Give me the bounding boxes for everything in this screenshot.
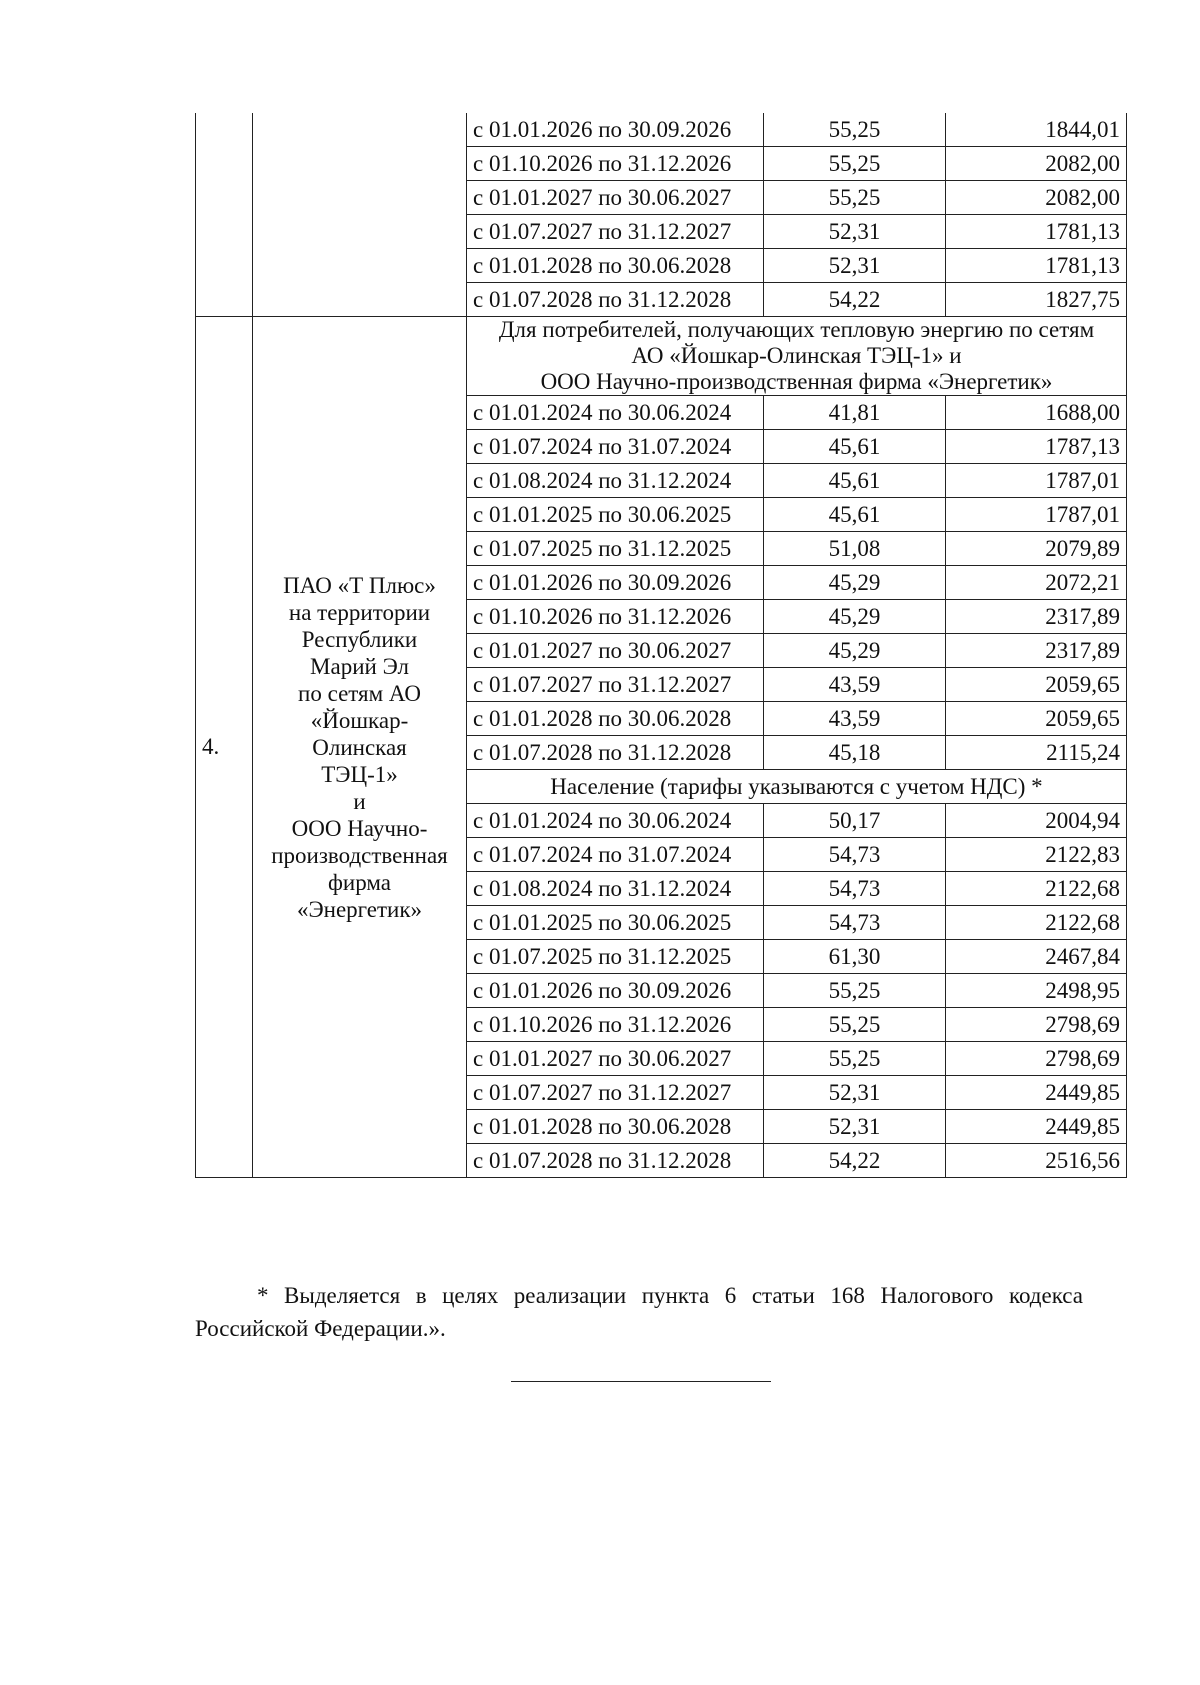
value-cell: 2122,68 xyxy=(946,906,1127,940)
value-cell: 1844,01 xyxy=(946,113,1127,147)
value-cell: 55,25 xyxy=(764,974,946,1008)
period-cell: с 01.01.2026 по 30.09.2026 xyxy=(467,113,764,147)
period-cell: с 01.07.2027 по 31.12.2027 xyxy=(467,215,764,249)
value-cell: 55,25 xyxy=(764,181,946,215)
value-cell: 54,22 xyxy=(764,1144,946,1178)
value-cell: 2082,00 xyxy=(946,181,1127,215)
group-header-row xyxy=(196,317,1127,396)
group-header xyxy=(467,317,1127,396)
organization-line: и xyxy=(353,788,366,814)
value-cell: 1787,01 xyxy=(946,498,1127,532)
value-cell: 2059,65 xyxy=(946,668,1127,702)
organization-line: на территории xyxy=(288,599,431,625)
value-cell: 52,31 xyxy=(764,215,946,249)
period-cell: с 01.07.2027 по 31.12.2027 xyxy=(467,668,764,702)
value-cell: 2467,84 xyxy=(946,940,1127,974)
value-cell: 45,61 xyxy=(764,430,946,464)
value-cell: 45,61 xyxy=(764,498,946,532)
value-cell: 45,61 xyxy=(764,464,946,498)
period-cell: с 01.07.2028 по 31.12.2028 xyxy=(467,736,764,770)
value-cell: 1781,13 xyxy=(946,215,1127,249)
value-cell: 54,73 xyxy=(764,872,946,906)
period-cell: с 01.01.2027 по 30.06.2027 xyxy=(467,181,764,215)
value-cell: 2317,89 xyxy=(946,600,1127,634)
value-cell: 2059,65 xyxy=(946,702,1127,736)
period-cell: с 01.07.2025 по 31.12.2025 xyxy=(467,532,764,566)
value-cell: 2498,95 xyxy=(946,974,1127,1008)
organization-line: ООО Научно- xyxy=(291,815,428,841)
value-cell: 54,22 xyxy=(764,283,946,317)
period-cell: с 01.01.2026 по 30.09.2026 xyxy=(467,974,764,1008)
value-cell: 55,25 xyxy=(764,147,946,181)
value-cell: 54,73 xyxy=(764,838,946,872)
value-cell: 45,29 xyxy=(764,600,946,634)
footnote-text: * Выделяется в целях реализации пункта 6 статьи 168 Налогового кодекса Российской Федерации.». xyxy=(195,1283,1083,1341)
tariff-table xyxy=(195,113,1127,1178)
organization-line: по сетям АО xyxy=(298,680,421,706)
value-cell: 52,31 xyxy=(764,1076,946,1110)
period-cell: с 01.10.2026 по 31.12.2026 xyxy=(467,600,764,634)
period-cell: с 01.07.2024 по 31.07.2024 xyxy=(467,430,764,464)
value-cell: 55,25 xyxy=(764,1042,946,1076)
value-cell: 2072,21 xyxy=(946,566,1127,600)
value-cell: 2449,85 xyxy=(946,1076,1127,1110)
organization-line: «Йошкар- xyxy=(310,707,409,733)
value-cell: 2082,00 xyxy=(946,147,1127,181)
value-cell: 45,29 xyxy=(764,634,946,668)
value-cell: 2449,85 xyxy=(946,1110,1127,1144)
group-header xyxy=(467,770,1127,804)
group-header-line: ООО Научно-производственная фирма «Энергетик» xyxy=(540,369,1053,394)
period-cell: с 01.07.2028 по 31.12.2028 xyxy=(467,283,764,317)
period-cell: с 01.07.2028 по 31.12.2028 xyxy=(467,1144,764,1178)
table-row xyxy=(196,113,1127,147)
organization-line: Республики xyxy=(301,626,418,652)
period-cell: с 01.01.2028 по 30.06.2028 xyxy=(467,702,764,736)
period-cell: с 01.07.2025 по 31.12.2025 xyxy=(467,940,764,974)
value-cell: 2317,89 xyxy=(946,634,1127,668)
organization-line: ТЭЦ-1» xyxy=(321,761,398,787)
value-cell: 1688,00 xyxy=(946,396,1127,430)
period-cell: с 01.01.2027 по 30.06.2027 xyxy=(467,1042,764,1076)
value-cell: 52,31 xyxy=(764,249,946,283)
period-cell: с 01.08.2024 по 31.12.2024 xyxy=(467,872,764,906)
period-cell: с 01.07.2027 по 31.12.2027 xyxy=(467,1076,764,1110)
organization-line: Марий Эл xyxy=(310,653,409,679)
organization-line: «Энергетик» xyxy=(296,896,423,922)
group-header-line: АО «Йошкар-Олинская ТЭЦ-1» и xyxy=(631,343,962,368)
value-cell: 2122,83 xyxy=(946,838,1127,872)
value-cell: 51,08 xyxy=(764,532,946,566)
period-cell: с 01.01.2026 по 30.09.2026 xyxy=(467,566,764,600)
value-cell: 2798,69 xyxy=(946,1008,1127,1042)
entry-number: 4. xyxy=(196,317,253,1178)
closing-line xyxy=(511,1381,771,1382)
period-cell: с 01.01.2028 по 30.06.2028 xyxy=(467,1110,764,1144)
period-cell: с 01.01.2027 по 30.06.2027 xyxy=(467,634,764,668)
value-cell: 55,25 xyxy=(764,1008,946,1042)
value-cell: 54,73 xyxy=(764,906,946,940)
value-cell: 1781,13 xyxy=(946,249,1127,283)
value-cell: 41,81 xyxy=(764,396,946,430)
value-cell: 45,18 xyxy=(764,736,946,770)
value-cell: 45,29 xyxy=(764,566,946,600)
period-cell: с 01.01.2025 по 30.06.2025 xyxy=(467,906,764,940)
period-cell: с 01.10.2026 по 31.12.2026 xyxy=(467,147,764,181)
value-cell: 61,30 xyxy=(764,940,946,974)
organization-line: Олинская xyxy=(312,734,407,760)
value-cell: 2004,94 xyxy=(946,804,1127,838)
value-cell: 1827,75 xyxy=(946,283,1127,317)
organization-line: ПАО «Т Плюс» xyxy=(283,572,436,598)
tariff-table-body xyxy=(196,113,1127,1178)
period-cell: с 01.01.2024 по 30.06.2024 xyxy=(467,804,764,838)
period-cell: с 01.01.2024 по 30.06.2024 xyxy=(467,396,764,430)
value-cell: 50,17 xyxy=(764,804,946,838)
organization-line: фирма xyxy=(328,869,391,895)
organization-cell-continued xyxy=(253,113,467,317)
period-cell: с 01.01.2025 по 30.06.2025 xyxy=(467,498,764,532)
value-cell: 2516,56 xyxy=(946,1144,1127,1178)
organization-line: производственная xyxy=(271,842,448,868)
value-cell: 55,25 xyxy=(764,113,946,147)
period-cell: с 01.07.2024 по 31.07.2024 xyxy=(467,838,764,872)
group-header-line: Население (тарифы указываются с учетом НДС) * xyxy=(550,773,1043,799)
period-cell: с 01.01.2028 по 30.06.2028 xyxy=(467,249,764,283)
period-cell: с 01.10.2026 по 31.12.2026 xyxy=(467,1008,764,1042)
value-cell: 52,31 xyxy=(764,1110,946,1144)
value-cell: 43,59 xyxy=(764,668,946,702)
value-cell: 2079,89 xyxy=(946,532,1127,566)
period-cell: с 01.08.2024 по 31.12.2024 xyxy=(467,464,764,498)
value-cell: 2115,24 xyxy=(946,736,1127,770)
organization-name xyxy=(253,317,467,1178)
value-cell: 43,59 xyxy=(764,702,946,736)
value-cell: 1787,13 xyxy=(946,430,1127,464)
value-cell: 2798,69 xyxy=(946,1042,1127,1076)
value-cell: 1787,01 xyxy=(946,464,1127,498)
group-header-line: Для потребителей, получающих тепловую энергию по сетям xyxy=(498,317,1095,342)
number-cell-continued xyxy=(196,113,253,317)
value-cell: 2122,68 xyxy=(946,872,1127,906)
